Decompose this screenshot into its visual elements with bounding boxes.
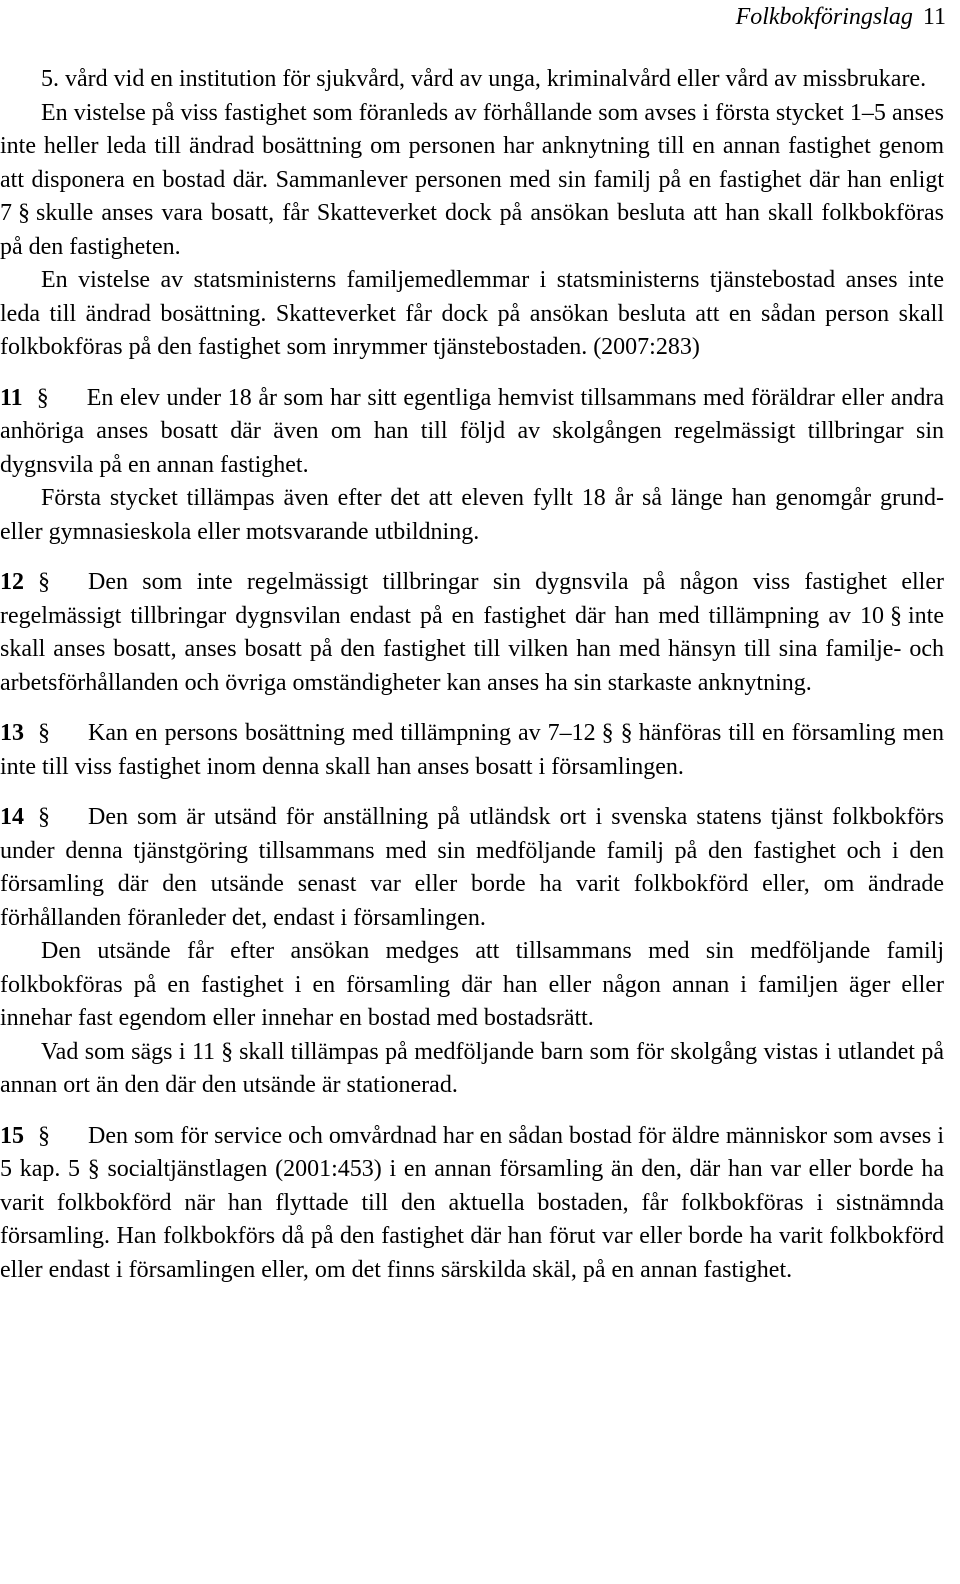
- body-text: [0, 63, 944, 1287]
- section-11-paragraph-2: Första stycket tillämpas även efter det att eleven fyllt 18 år så länge han genomgår grund- eller gymnasieskola eller motsvarande utbildning.: [0, 485, 944, 545]
- section-sign: §: [38, 804, 50, 830]
- section-sign: §: [38, 1122, 50, 1149]
- header-title: Folkbokföringslag: [735, 4, 913, 30]
- section-sign: §: [18, 200, 30, 226]
- paragraph-text: Den som är utsänd för anställning på utländsk ort i svenska statens tjänst folkbokförs under denna tjänstgöring tillsammans med sin medföljande familj på den fastighet och i den församling där den utsände senast var eller borde ha varit folkbokförd eller, om ändrade förhållanden föranleder det, endast i församlingen.: [0, 804, 944, 931]
- paragraph-text: Den som inte regelmässigt tillbringar sin dygnsvila på någon viss fastighet eller regelmässigt tillbringar dygnsvilan endast på en fastighet där han med tillämpning av 10: [0, 569, 944, 629]
- section-number: 15: [0, 1122, 24, 1149]
- paragraph-text: skulle anses vara bosatt, får Skatteverket dock på ansökan besluta att han skall folkbokföras på den fastigheten.: [0, 200, 944, 260]
- section-14: [0, 801, 944, 935]
- section-15: [0, 1120, 944, 1288]
- section-13: [0, 717, 944, 784]
- paragraph-text: skall tillämpas på medföljande barn som för skolgång vistas i utlandet på annan ort än den där den utsände är stationerad.: [0, 1038, 944, 1098]
- paragraph-text: Kan en persons bosättning med tillämpning av 7–12: [88, 720, 596, 746]
- running-header: [736, 0, 946, 34]
- paragraph-statsminister: En vistelse av statsministerns familjemedlemmar i statsministerns tjänstebostad anses inte leda till ändrad bosättning. Skatteverket får dock på ansökan besluta att en sådan person skall folkbokföras på den fastighet som inrymmer tjänstebostaden. (2007:283): [0, 267, 944, 360]
- paragraph-text: hänföras till en församling men inte till viss fastighet inom denna skall han anses bosatt i församlingen.: [0, 720, 944, 780]
- section-sign: §: [221, 1038, 234, 1065]
- paragraph-text: En elev under 18 år som har sitt egentliga hemvist tillsammans med föräldrar eller andra anhöriga anses bosatt där även om han till följd av skolgången regelmässigt tillbringar sin dygnsvila på en annan fastighet.: [0, 384, 944, 478]
- paragraph-text: En vistelse på viss fastighet som föranleds av förhållande som avses i första stycket 1–5 anses inte heller leda till ändrad bosättning om personen har anknytning till en annan fastighet genom att disponera en bostad där. Sammanlever personen med sin familj på en fastighet där han enligt 7: [0, 99, 944, 226]
- paragraph-text: Den som för service och omvårdnad har en sådan bostad för äldre människor som avses i 5 kap. 5 § socialtjänstlagen (2001:453) i en annan församling än den, där han var eller borde ha varit folkbokförd när han flyttade till den aktuella bostaden, får folkbokföras i sistnämnda församling. Han folkbokförs då på den fastighet där han förut var eller borde ha varit folkbokförd eller endast i församlingen eller, om det finns särskilda skäl, på en annan fastighet.: [0, 1122, 944, 1283]
- section-sign: §: [36, 384, 49, 411]
- list-item-5: 5. vård vid en institution för sjukvård, vård av unga, kriminalvård eller vård av missbrukare.: [41, 66, 927, 92]
- section-sign: § §: [601, 720, 633, 746]
- paragraph-text: Vad som sägs i 11: [41, 1038, 216, 1065]
- section-14-paragraph-2: Den utsände får efter ansökan medges att tillsammans med sin medföljande familj folkbokföras på en fastighet i en församling där han eller någon annan i familjen äger eller innehar fast egendom eller innehar en bostad med bostadsrätt.: [0, 938, 944, 1031]
- section-number: 14: [0, 804, 24, 830]
- section-12: [0, 566, 944, 700]
- section-number: 12: [0, 569, 24, 595]
- section-sign: §: [890, 602, 902, 629]
- paragraph-text: inte skall anses bosatt, anses bosatt på den fastighet till vilken han med hänsyn till sina familje- och arbetsförhållanden och övriga omständigheter kan anses ha sin starkaste anknytning.: [0, 602, 944, 696]
- paragraph-vistelse-fastighet: [0, 97, 944, 265]
- section-number: 11: [0, 384, 23, 411]
- section-number: 13: [0, 720, 24, 746]
- section-11: [0, 382, 944, 483]
- section-sign: §: [38, 720, 50, 746]
- section-sign: §: [38, 569, 50, 595]
- section-14-paragraph-3: [0, 1036, 944, 1103]
- page-number: 11: [922, 4, 946, 30]
